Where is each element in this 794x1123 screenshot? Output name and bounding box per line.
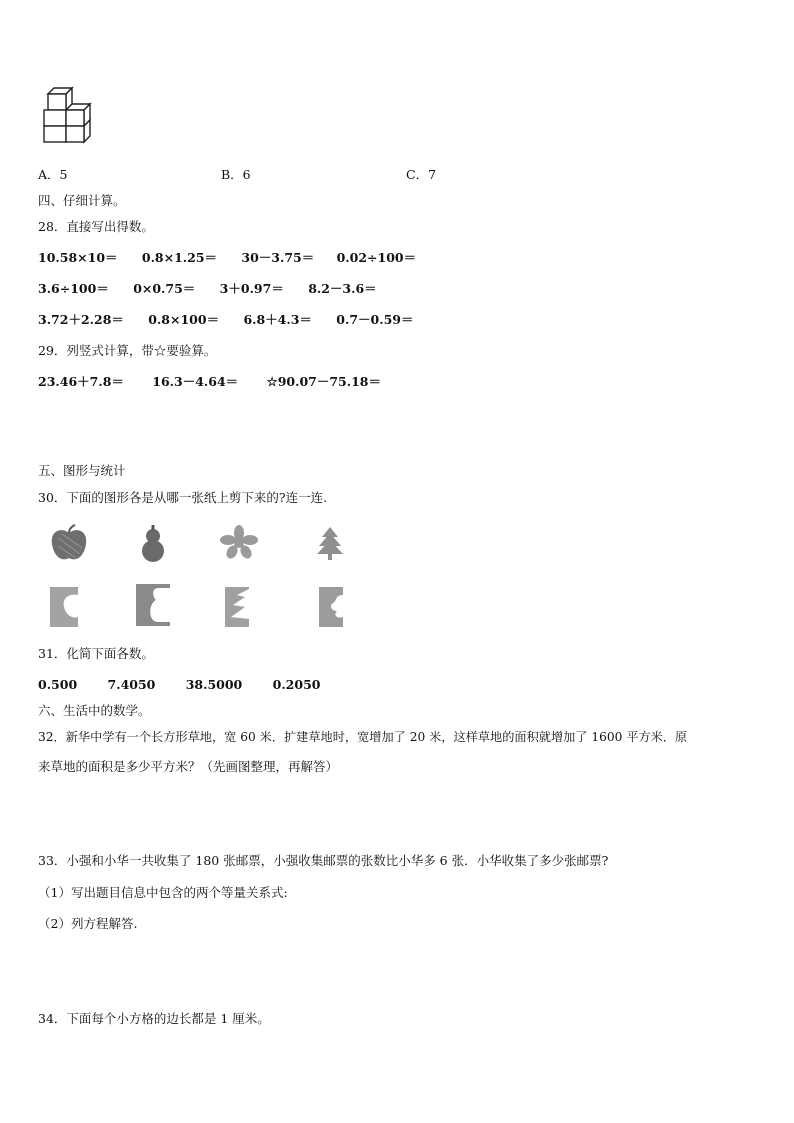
q28-item: 3＋0.97＝	[219, 281, 284, 296]
tree-shape-icon	[316, 526, 344, 566]
paper-flower-cut-icon	[317, 585, 347, 633]
q28-row-2	[38, 281, 377, 297]
q31-item: 0.500	[38, 677, 78, 692]
q29-item: 23.46＋7.8＝	[38, 374, 124, 389]
q31-items	[38, 677, 320, 693]
q29-item: 16.3－4.64＝	[152, 374, 239, 389]
q33-sub2: （2）列方程解答.	[38, 916, 138, 931]
q33-title: 33．小强和小华一共收集了 180 张邮票，小强收集邮票的张数比小华多 6 张．小华收集了多少张邮票?	[38, 853, 609, 868]
q30-title: 30．下面的图形各是从哪一张纸上剪下来的?连一连.	[38, 490, 328, 505]
q28-item: 3.72＋2.28＝	[38, 312, 124, 327]
q28-title: 28．直接写出得数。	[38, 219, 154, 234]
q32-line2: 来草地的面积是多少平方米？（先画图整理，再解答）	[38, 759, 339, 774]
q28-item: 0×0.75＝	[133, 281, 196, 296]
q34-title: 34．下面每个小方格的边长都是 1 厘米。	[38, 1011, 270, 1026]
q28-item: 0.8×1.25＝	[141, 250, 218, 265]
paper-apple-cut-icon	[48, 585, 82, 633]
q28-item: 30－3.75＝	[241, 250, 315, 265]
q31-item: 0.2050	[272, 677, 321, 692]
apple-shape-icon	[48, 524, 90, 568]
option-a: A．5	[38, 167, 68, 182]
q28-row-3	[38, 312, 414, 328]
flower-shape-icon	[219, 524, 259, 564]
q33-sub1: （1）写出题目信息中包含的两个等量关系式:	[38, 885, 288, 900]
q31-title: 31．化简下面各数。	[38, 646, 154, 661]
q28-item: 0.8×100＝	[148, 312, 220, 327]
option-b: B．6	[221, 167, 251, 182]
section6-title: 六、生活中的数学。	[38, 703, 151, 718]
q28-item: 0.02÷100＝	[336, 250, 417, 265]
q28-item: 0.7－0.59＝	[336, 312, 414, 327]
gourd-shape-icon	[138, 524, 168, 568]
q28-item: 3.6÷100＝	[38, 281, 109, 296]
q29-item: ☆90.07－75.18＝	[266, 374, 381, 389]
q31-item: 38.5000	[185, 677, 243, 692]
paper-gourd-cut-icon	[134, 582, 174, 632]
paper-tree-cut-icon	[223, 585, 253, 633]
q28-row-1	[38, 250, 416, 266]
q29-title: 29．列竖式计算，带☆要验算。	[38, 343, 217, 358]
q32-line1: 32．新华中学有一个长方形草地，宽 60 米．扩建草地时，宽增加了 20 米，这样草地的面积就增加了 1600 平方米．原	[38, 730, 688, 744]
q29-items	[38, 374, 381, 390]
q28-item: 8.2－3.6＝	[308, 281, 377, 296]
q28-item: 10.58×10＝	[38, 250, 118, 265]
q28-item: 6.8＋4.3＝	[243, 312, 312, 327]
stacked-cubes-figure	[40, 84, 100, 148]
option-c: C．7	[406, 167, 437, 182]
section4-title: 四、仔细计算。	[38, 193, 126, 208]
q31-item: 7.4050	[107, 677, 156, 692]
cubes-icon	[40, 84, 100, 148]
section5-title: 五、图形与统计	[38, 463, 126, 478]
